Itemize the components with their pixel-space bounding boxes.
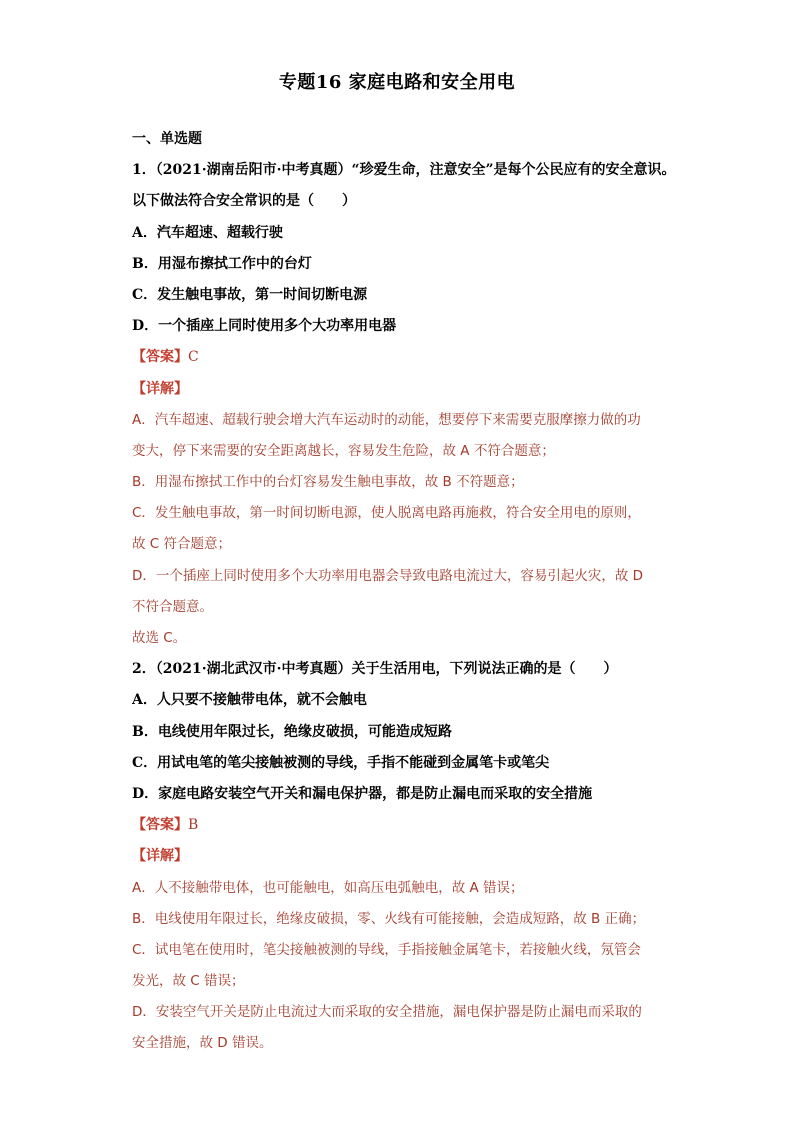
- explanation-line: 故 C 符合题意；: [132, 536, 232, 553]
- option-c: C．用试电笔的笔尖接触被测的导线，手指不能碰到金属笔卡或笔尖: [132, 754, 550, 771]
- option-d: D．家庭电路安装空气开关和漏电保护器，都是防止漏电而采取的安全措施: [132, 785, 593, 802]
- explanation-line: 故选 C。: [132, 630, 187, 646]
- question-stem: 1．（2021·湖南岳阳市·中考真题）“珍爱生命，注意安全”是每个公民应有的安全意识。: [132, 162, 676, 179]
- explanation-line: B．电线使用年限过长，绝缘皮破损，零、火线有可能接触，会造成短路，故 B 正确；: [132, 910, 646, 927]
- explanation-line: 安全措施，故 D 错误。: [132, 1035, 273, 1052]
- page-title: 专题16 家庭电路和安全用电: [278, 72, 516, 93]
- document-body: [132, 124, 676, 1060]
- option-a: A．人只要不接触带电体，就不会触电: [132, 692, 367, 709]
- answer-row: [132, 810, 672, 841]
- detail-label: 【详解】: [132, 848, 188, 865]
- section-heading: 一、单选题: [132, 131, 202, 147]
- explanation-line: 变大，停下来需要的安全距离越长，容易发生危险，故 A 不符合题意；: [132, 442, 555, 459]
- detail-label: 【详解】: [132, 380, 188, 397]
- explanation-line: C．发生触电事故，第一时间切断电源，使人脱离电路再施救，符合安全用电的原则，: [132, 505, 641, 522]
- explanation-line: 发光，故 C 错误；: [132, 973, 245, 990]
- explanation-line: D．一个插座上同时使用多个大功率用电器会导致电路电流过大，容易引起火灾，故 D: [132, 567, 644, 584]
- question-stem-continued: 以下做法符合安全常识的是（ ）: [132, 193, 356, 210]
- answer-label: 【答案】: [132, 817, 188, 834]
- explanation-line: C．试电笔在使用时，笔尖接触被测的导线，手指接触金属笔卡，若接触火线，氖管会: [132, 941, 641, 958]
- answer-value: C: [188, 349, 199, 366]
- question-1: [132, 155, 676, 654]
- explanation-line: A．汽车超速、超载行驶会增大汽车运动时的动能，想要停下来需要克服摩擦力做的功: [132, 411, 641, 428]
- explanation-line: A．人不接触带电体，也可能触电，如高压电弧触电，故 A 错误；: [132, 879, 524, 896]
- explanation-line: D．安装空气开关是防止电流过大而采取的安全措施，漏电保护器是防止漏电而采取的: [132, 1004, 642, 1021]
- answer-row: [132, 342, 672, 373]
- option-c: C．发生触电事故，第一时间切断电源: [132, 286, 368, 303]
- option-b: B．用湿布擦拭工作中的台灯: [132, 255, 312, 272]
- question-2: [132, 654, 672, 1059]
- option-d: D．一个插座上同时使用多个大功率用电器: [132, 318, 397, 335]
- explanation-line: 不符合题意。: [132, 598, 213, 615]
- option-a: A．汽车超速、超载行驶: [132, 224, 283, 241]
- option-b: B．电线使用年限过长，绝缘皮破损，可能造成短路: [132, 723, 452, 740]
- question-stem: 2．（2021·湖北武汉市·中考真题）关于生活用电，下列说法正确的是（ ）: [132, 661, 618, 678]
- answer-label: 【答案】: [132, 349, 188, 366]
- explanation-line: B．用湿布擦拭工作中的台灯容易发生触电事故，故 B 不符题意；: [132, 474, 524, 491]
- answer-value: B: [188, 817, 199, 834]
